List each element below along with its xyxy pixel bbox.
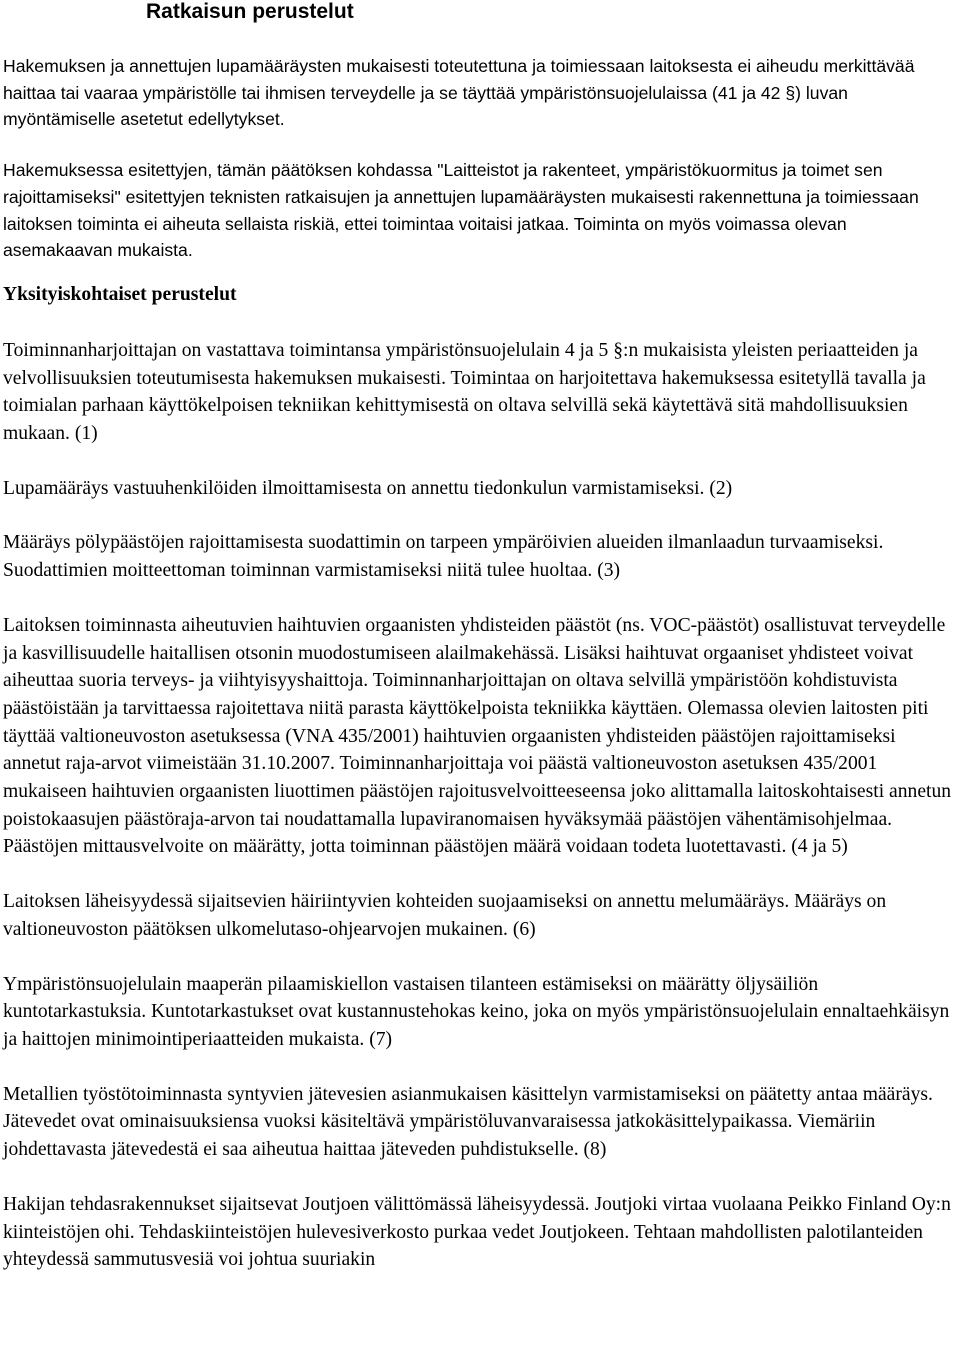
page-title: Ratkaisun perustelut <box>146 0 354 23</box>
detail-paragraph-5: Laitoksen läheisyydessä sijaitsevien häiriintyvien kohteiden suojaamiseksi on annettu melumääräys. Määräys on valtioneuvoston päätöksen ulkomelutaso-ohjearvojen mukainen. (6) <box>3 891 887 940</box>
detail-paragraph-6: Ympäristönsuojelulain maaperän pilaamiskiellon vastaisen tilanteen estämiseksi on määrätty öljysäiliön kuntotarkastuksia. Kuntotarkastukset ovat kustannustehokas keino, joka on myös ympäristönsuojelulain ennaltaehkäisyn ja haittojen minimointiperiaatteiden mukaista. (7) <box>3 973 950 1050</box>
intro-paragraph-1: Hakemuksen ja annettujen lupamääräysten mukaisesti toteutettuna ja toimiessaan laitoksesta ei aiheudu merkittävää haittaa tai vaaraa ympäristölle tai ihmisen terveydelle ja se täyttää ympäristönsuojelulaissa (41 ja 42 §) luvan myöntämiselle asetetut edellytykset. <box>3 56 915 130</box>
detail-paragraph-3: Määräys pölypäästöjen rajoittamisesta suodattimin on tarpeen ympäröivien alueiden ilmanlaadun turvaamiseksi. Suodattimien moitteettoman toiminnan varmistamiseksi niitä tulee huoltaa. (3) <box>3 532 884 582</box>
detail-paragraph-8: Hakijan tehdasrakennukset sijaitsevat Joutjoen välittömässä läheisyydessä. Joutjoki virtaa vuolaana Peikko Finland Oy:n kiinteistöjen ohi. Tehdaskiinteistöjen hulevesiverkosto purkaa vedet Joutjokeen. Tehtaan mahdollisten palotilanteiden yhteydessä sammutusvesiä voi johtua suuriakin <box>3 1193 951 1271</box>
detail-paragraph-7: Metallien työstötoiminnasta syntyvien jätevesien asianmukaisen käsittelyn varmistamiseksi on päätetty antaa määräys. Jätevedet ovat ominaisuuksiensa vuoksi käsiteltävä ympäristöluvanvaraisessa jatkokäsittelypaikassa. Viemäriin johdettavasta jätevedestä ei saa aiheutua haittaa jäteveden puhdistukselle. (8) <box>3 1083 933 1161</box>
detail-paragraph-1: Toiminnanharjoittajan on vastattava toimintansa ympäristönsuojelulain 4 ja 5 §:n mukaisista yleisten periaatteiden ja velvollisuuksien toteutumisesta hakemuksen mukaisesti. Toimintaa on harjoitettava hakemuksessa esitetyllä tavalla ja toimialan parhaan käyttökelpoisen tekniikan kehittymisestä on oltava selvillä sekä käytettävä sitä mahdollisuuksien mukaan. (1) <box>3 339 926 445</box>
detail-paragraph-4: Laitoksen toiminnasta aiheutuvien haihtuvien orgaanisten yhdisteiden päästöt (ns. VOC-päästöt) osallistuvat terveydelle ja kasvillisuudelle haitallisen otsonin muodostumiseen alailmakehässä. Lisäksi haihtuvat orgaaniset yhdisteet voivat aiheuttaa suoria terveys- ja viihtyisyyshaittoja. Toiminnanharjoittajan on oltava selvillä ympäristöön kohdistuvista päästöistään ja tarvittaessa rajoitettava niitä parasta käyttökelpoista tekniikka käyttäen. Olemassa olevien laitosten piti täyttää valtioneuvoston asetuksessa (VNA 435/2001) haihtuvien orgaanisten yhdisteiden päästöjen rajoittamiseksi annetut raja-arvot viimeistään 31.10.2007. Toiminnanharjoittaja voi päästä valtioneuvoston asetuksen 435/2001 mukaiseen haihtuvien orgaanisten liuottimen päästöjen rajoitusvelvoitteeseensa joko alittamalla laitoskohtaisesti annetun poistokaasujen päästöraja-arvon tai noudattamalla lupaviranomaisen hyväksymää päästöjen vähentämisohjelmaa. Päästöjen mittausvelvoite on määrätty, jotta toiminnan päästöjen määrä voidaan todeta luotettavasti. (4 ja 5) <box>3 614 952 858</box>
intro-paragraph-2: Hakemuksessa esitettyjen, tämän päätöksen kohdassa "Laitteistot ja rakenteet, ympäristökuormitus ja toimet sen rajoittamiseksi" esitettyjen teknisten ratkaisujen ja annettujen lupamääräysten mukaisesti rakennettuna ja toimiessaan laitoksen toiminta ei aiheuta sellaista riskiä, ettei toimintaa voitaisi jatkaa. Toiminta on myös voimassa olevan asemakaavan mukaista. <box>3 160 919 261</box>
section-heading: Yksityiskohtaiset perustelut <box>3 283 237 305</box>
detail-paragraph-2: Lupamääräys vastuuhenkilöiden ilmoittamisesta on annettu tiedonkulun varmistamiseksi. (2) <box>3 477 733 499</box>
